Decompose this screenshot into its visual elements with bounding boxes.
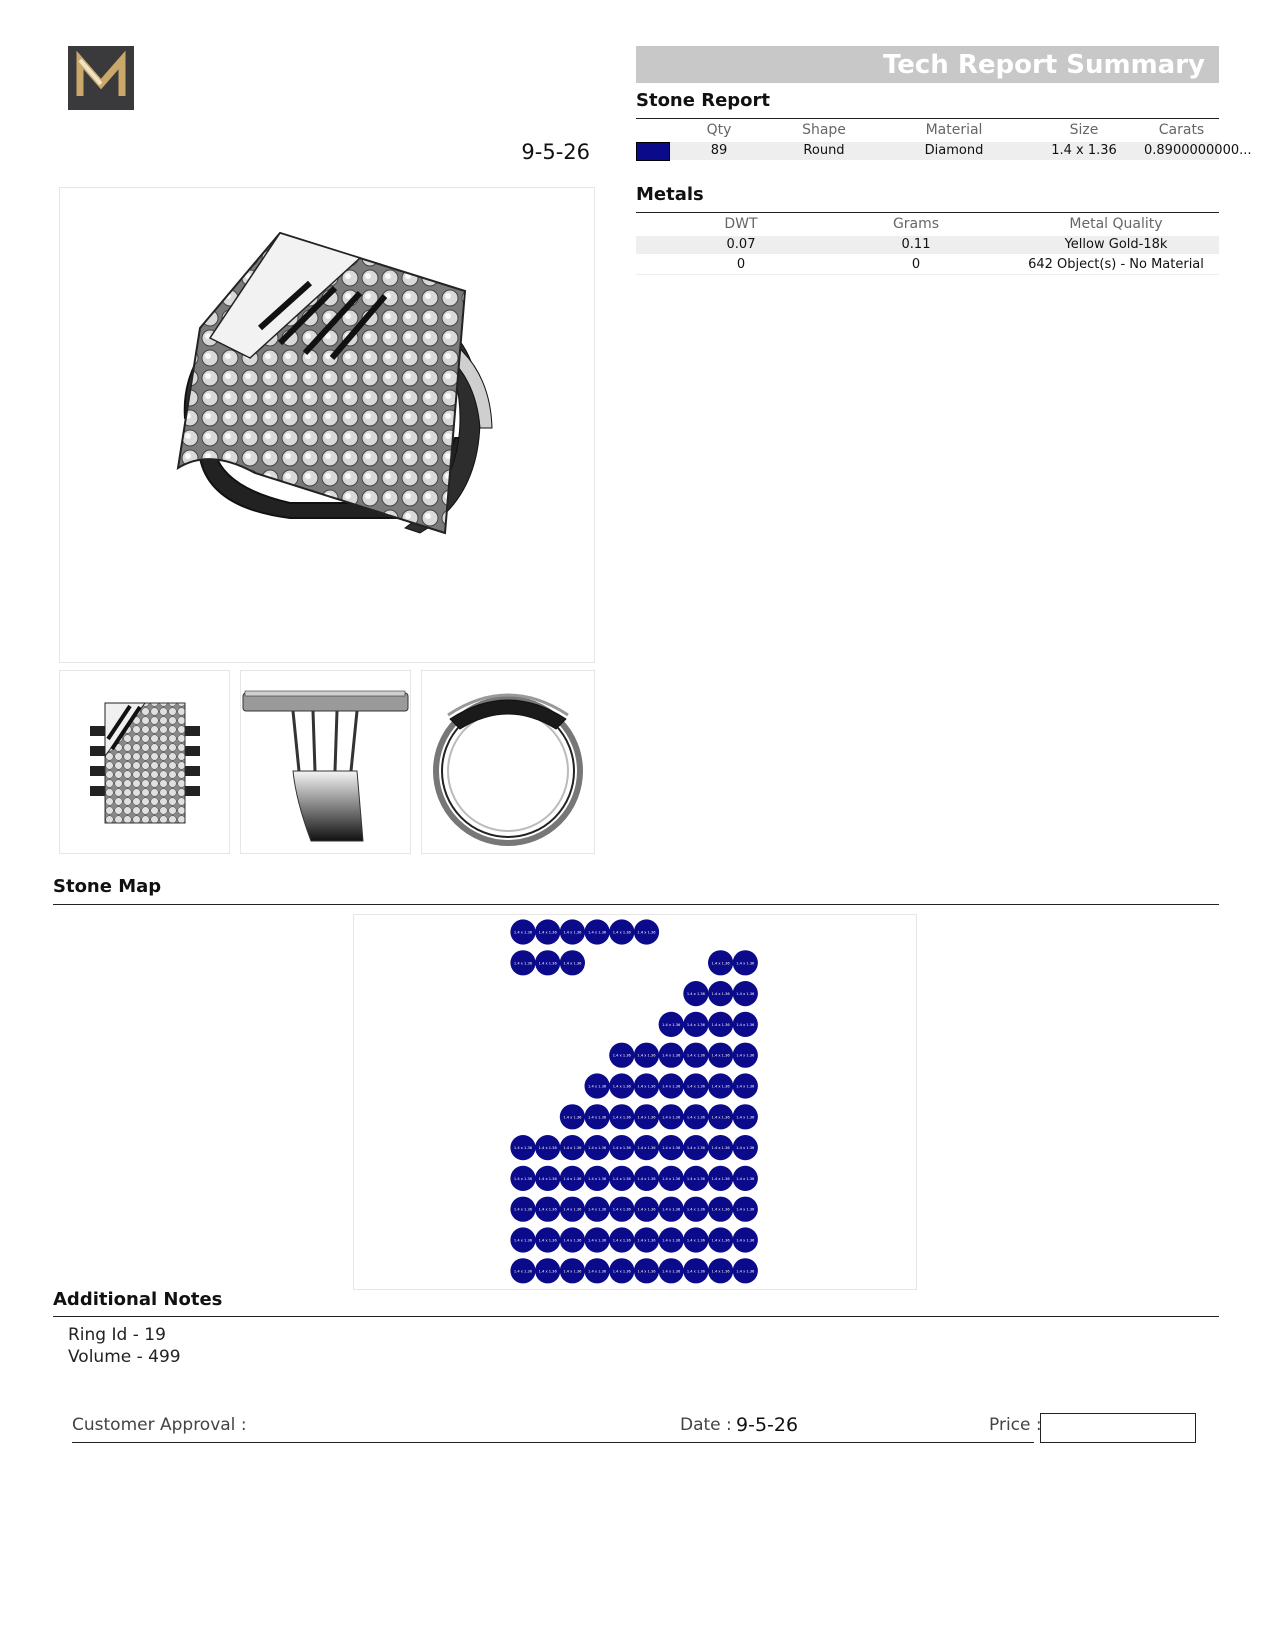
logo-m-icon	[68, 46, 134, 110]
notes-body	[68, 1324, 181, 1368]
ring-main-view	[59, 187, 595, 663]
col-dwt: DWT	[724, 216, 758, 232]
stone-marker	[510, 1227, 535, 1252]
stone-size-label: 1.4 x 1.36	[662, 1207, 681, 1212]
stone-size-label: 1.4 x 1.36	[662, 1022, 681, 1027]
stone-marker	[708, 1043, 733, 1068]
stone-size-label: 1.4 x 1.36	[711, 1084, 730, 1089]
stone-marker	[659, 1104, 684, 1129]
metals-header-row	[636, 216, 1219, 236]
stone-size-label: 1.4 x 1.36	[662, 1115, 681, 1120]
stone-marker	[560, 919, 585, 944]
stone-marker	[708, 1166, 733, 1191]
stone-report-title: Stone Report	[636, 90, 771, 111]
document-date: 9-5-26	[521, 140, 590, 164]
stone-marker	[585, 1197, 610, 1222]
price-field[interactable]	[1040, 1413, 1196, 1443]
table-row	[636, 256, 1219, 275]
stone-marker	[733, 1197, 758, 1222]
metal-dwt: 0	[736, 257, 746, 272]
col-size: Size	[1069, 122, 1099, 138]
stone-size-label: 1.4 x 1.36	[637, 1084, 656, 1089]
stone-size-label: 1.4 x 1.36	[637, 1146, 656, 1151]
stone-map-diagram	[354, 915, 916, 1289]
stone-marker	[733, 1227, 758, 1252]
stone-marker	[659, 1166, 684, 1191]
stone-color-swatch	[636, 142, 670, 161]
stone-marker	[510, 1258, 535, 1283]
stone-size-label: 1.4 x 1.36	[686, 1084, 705, 1089]
stone-marker	[659, 1043, 684, 1068]
stone-size-label: 1.4 x 1.36	[513, 1269, 533, 1274]
stone-marker	[585, 1258, 610, 1283]
stone-size-label: 1.4 x 1.36	[686, 1022, 705, 1027]
stone-size-label: 1.4 x 1.36	[662, 1238, 681, 1243]
stone-size-label: 1.4 x 1.36	[637, 1115, 656, 1120]
stone-marker	[585, 1166, 610, 1191]
report-header-bar	[636, 46, 1219, 83]
stone-marker	[535, 1135, 560, 1160]
stone-size-label: 1.4 x 1.36	[588, 1115, 607, 1120]
date-value: 9-5-26	[736, 1414, 799, 1436]
ring-side-view-image	[241, 671, 410, 853]
stone-marker	[683, 1012, 708, 1037]
stone-size-label: 1.4 x 1.36	[686, 1176, 705, 1181]
stone-size-label: 1.4 x 1.36	[538, 1176, 557, 1181]
stone-size-label: 1.4 x 1.36	[711, 1022, 730, 1027]
stone-marker	[609, 1166, 634, 1191]
stone-size-label: 1.4 x 1.36	[563, 930, 582, 935]
stone-size-label: 1.4 x 1.36	[538, 1207, 557, 1212]
stone-size-label: 1.4 x 1.36	[563, 1115, 582, 1120]
stone-marker	[733, 1104, 758, 1129]
notes-rule	[53, 1316, 1219, 1317]
date-label: Date :	[680, 1415, 732, 1435]
report-title: Tech Report Summary	[882, 50, 1205, 80]
stone-marker	[560, 1166, 585, 1191]
stone-size-label: 1.4 x 1.36	[538, 1269, 557, 1274]
stone-marker	[535, 919, 560, 944]
approval-signature-line	[72, 1442, 1034, 1443]
table-row	[636, 236, 1219, 254]
stone-marker	[708, 1197, 733, 1222]
stone-size-label: 1.4 x 1.36	[637, 1176, 656, 1181]
stone-marker	[683, 1135, 708, 1160]
stone-size-label: 1.4 x 1.36	[637, 1238, 656, 1243]
stone-marker	[733, 950, 758, 975]
stone-marker	[634, 919, 659, 944]
stone-marker	[585, 1135, 610, 1160]
stone-material: Diamond	[924, 143, 984, 158]
stone-size-label: 1.4 x 1.36	[513, 930, 533, 935]
stone-marker	[708, 1135, 733, 1160]
stone-size-label: 1.4 x 1.36	[612, 1053, 631, 1058]
stone-size-label: 1.4 x 1.36	[588, 930, 607, 935]
stone-marker	[585, 919, 610, 944]
stone-marker	[609, 1135, 634, 1160]
stone-marker	[560, 1258, 585, 1283]
stone-marker	[733, 1073, 758, 1098]
stone-marker	[683, 1227, 708, 1252]
stone-marker	[510, 950, 535, 975]
col-shape: Shape	[802, 122, 846, 138]
stone-marker	[609, 1043, 634, 1068]
notes-title: Additional Notes	[53, 1289, 223, 1310]
stone-size-label: 1.4 x 1.36	[612, 1176, 631, 1181]
stone-marker	[510, 919, 535, 944]
stone-size-label: 1.4 x 1.36	[711, 961, 730, 966]
price-value	[1041, 1414, 1195, 1422]
stone-marker	[535, 1258, 560, 1283]
stone-marker	[708, 1258, 733, 1283]
metals-rule	[636, 212, 1219, 213]
stone-size-label: 1.4 x 1.36	[513, 1146, 533, 1151]
stone-size-label: 1.4 x 1.36	[686, 1053, 705, 1058]
stone-size-label: 1.4 x 1.36	[563, 1269, 582, 1274]
stone-size-label: 1.4 x 1.36	[588, 1146, 607, 1151]
stone-report-rule	[636, 118, 1219, 119]
stone-marker	[733, 1166, 758, 1191]
stone-size-label: 1.4 x 1.36	[612, 1207, 631, 1212]
stone-size-label: 1.4 x 1.36	[736, 961, 755, 966]
stone-size-label: 1.4 x 1.36	[538, 1146, 557, 1151]
stone-map-panel	[353, 914, 917, 1290]
stone-size-label: 1.4 x 1.36	[686, 1269, 705, 1274]
stone-marker	[733, 1135, 758, 1160]
stone-marker	[585, 1073, 610, 1098]
col-carats: Carats	[1158, 122, 1205, 138]
metal-quality: 642 Object(s) - No Material	[1028, 257, 1204, 272]
stone-size-label: 1.4 x 1.36	[513, 1207, 533, 1212]
stone-marker	[634, 1166, 659, 1191]
stone-size-label: 1.4 x 1.36	[588, 1207, 607, 1212]
stone-marker	[659, 1135, 684, 1160]
stone-marker	[683, 1043, 708, 1068]
stone-size-label: 1.4 x 1.36	[736, 1269, 755, 1274]
stone-marker	[708, 1227, 733, 1252]
stone-marker	[560, 1197, 585, 1222]
stone-marker	[708, 950, 733, 975]
stone-size-label: 1.4 x 1.36	[563, 961, 582, 966]
stone-carats: 0.8900000000...	[1144, 143, 1252, 158]
ring-top-view	[59, 670, 230, 854]
stone-marker	[634, 1104, 659, 1129]
stone-size-label: 1.4 x 1.36	[612, 1115, 631, 1120]
metal-grams: 0.11	[901, 237, 931, 252]
stone-marker	[634, 1227, 659, 1252]
table-row	[636, 142, 1252, 160]
ring-top-view-image	[60, 671, 229, 853]
stone-size-label: 1.4 x 1.36	[513, 1176, 533, 1181]
stone-size-label: 1.4 x 1.36	[736, 1238, 755, 1243]
stone-marker	[683, 1258, 708, 1283]
stone-marker	[634, 1197, 659, 1222]
stone-marker	[708, 1012, 733, 1037]
stone-size-label: 1.4 x 1.36	[588, 1176, 607, 1181]
stone-qty: 89	[710, 143, 728, 158]
stone-marker	[634, 1258, 659, 1283]
stone-marker	[708, 981, 733, 1006]
stone-size-label: 1.4 x 1.36	[612, 1084, 631, 1089]
stone-marker	[510, 1135, 535, 1160]
stone-marker	[585, 1104, 610, 1129]
stone-size-label: 1.4 x 1.36	[662, 1084, 681, 1089]
stone-size-label: 1.4 x 1.36	[563, 1207, 582, 1212]
stone-marker	[659, 1012, 684, 1037]
stone-size-label: 1.4 x 1.36	[736, 1115, 755, 1120]
stone-size-label: 1.4 x 1.36	[662, 1176, 681, 1181]
stone-size-label: 1.4 x 1.36	[736, 1022, 755, 1027]
stone-size-label: 1.4 x 1.36	[686, 1207, 705, 1212]
stone-marker	[535, 1166, 560, 1191]
stone-size-label: 1.4 x 1.36	[711, 1176, 730, 1181]
stone-size-label: 1.4 x 1.36	[563, 1176, 582, 1181]
stone-marker	[535, 1227, 560, 1252]
stone-size-label: 1.4 x 1.36	[637, 930, 656, 935]
stone-marker	[733, 1258, 758, 1283]
stone-map-rule	[53, 904, 1219, 905]
col-qty: Qty	[706, 122, 732, 138]
metal-grams: 0	[911, 257, 921, 272]
stone-size-label: 1.4 x 1.36	[686, 1146, 705, 1151]
stone-shape: Round	[803, 143, 845, 158]
stone-size-label: 1.4 x 1.36	[686, 1238, 705, 1243]
stone-marker	[535, 950, 560, 975]
stone-marker	[733, 981, 758, 1006]
note-line: Volume - 499	[68, 1347, 181, 1367]
stone-marker	[659, 1227, 684, 1252]
stone-marker	[659, 1197, 684, 1222]
stone-report-header-row	[636, 122, 1219, 142]
stone-size-label: 1.4 x 1.36	[588, 1238, 607, 1243]
stone-size: 1.4 x 1.36	[1051, 143, 1117, 158]
stone-size-label: 1.4 x 1.36	[538, 930, 557, 935]
stone-size-label: 1.4 x 1.36	[711, 992, 730, 997]
stone-size-label: 1.4 x 1.36	[736, 1084, 755, 1089]
stone-size-label: 1.4 x 1.36	[736, 1053, 755, 1058]
price-label: Price :	[989, 1415, 1042, 1435]
stone-marker	[609, 1073, 634, 1098]
col-metal-quality: Metal Quality	[1069, 216, 1163, 232]
stone-marker	[634, 1043, 659, 1068]
metal-quality: Yellow Gold-18k	[1064, 237, 1168, 252]
note-line: Ring Id - 19	[68, 1325, 166, 1345]
stone-size-label: 1.4 x 1.36	[686, 992, 705, 997]
stone-marker	[708, 1104, 733, 1129]
stone-size-label: 1.4 x 1.36	[612, 1146, 631, 1151]
col-grams: Grams	[892, 216, 940, 232]
stone-size-label: 1.4 x 1.36	[612, 1238, 631, 1243]
stone-marker	[683, 1197, 708, 1222]
stone-size-label: 1.4 x 1.36	[711, 1053, 730, 1058]
col-material: Material	[925, 122, 983, 138]
ring-side-view	[240, 670, 411, 854]
stone-marker	[659, 1258, 684, 1283]
stone-marker	[609, 1104, 634, 1129]
stone-marker	[560, 950, 585, 975]
stone-marker	[510, 1166, 535, 1191]
stone-size-label: 1.4 x 1.36	[538, 1238, 557, 1243]
company-logo	[68, 46, 134, 110]
stone-size-label: 1.4 x 1.36	[711, 1146, 730, 1151]
stone-size-label: 1.4 x 1.36	[538, 961, 557, 966]
ring-front-view	[421, 670, 595, 854]
stone-marker	[609, 1258, 634, 1283]
stone-size-label: 1.4 x 1.36	[662, 1146, 681, 1151]
stone-size-label: 1.4 x 1.36	[736, 992, 755, 997]
stone-marker	[733, 1043, 758, 1068]
stone-marker	[609, 1227, 634, 1252]
stone-size-label: 1.4 x 1.36	[637, 1207, 656, 1212]
stone-size-label: 1.4 x 1.36	[513, 1238, 533, 1243]
stone-size-label: 1.4 x 1.36	[662, 1053, 681, 1058]
stone-size-label: 1.4 x 1.36	[711, 1115, 730, 1120]
stone-size-label: 1.4 x 1.36	[588, 1269, 607, 1274]
stone-size-label: 1.4 x 1.36	[563, 1146, 582, 1151]
stone-size-label: 1.4 x 1.36	[736, 1176, 755, 1181]
stone-marker	[510, 1197, 535, 1222]
stone-size-label: 1.4 x 1.36	[686, 1115, 705, 1120]
ring-perspective-image	[60, 188, 594, 662]
stone-marker	[560, 1135, 585, 1160]
stone-marker	[585, 1227, 610, 1252]
stone-marker	[683, 1104, 708, 1129]
stone-marker	[609, 1197, 634, 1222]
stone-size-label: 1.4 x 1.36	[711, 1238, 730, 1243]
stone-marker	[634, 1073, 659, 1098]
stone-size-label: 1.4 x 1.36	[736, 1146, 755, 1151]
stone-map-title: Stone Map	[53, 876, 162, 897]
stone-size-label: 1.4 x 1.36	[736, 1207, 755, 1212]
stone-size-label: 1.4 x 1.36	[637, 1269, 656, 1274]
stone-marker	[560, 1104, 585, 1129]
stone-marker	[659, 1073, 684, 1098]
stone-size-label: 1.4 x 1.36	[637, 1053, 656, 1058]
customer-approval-label: Customer Approval :	[72, 1415, 247, 1435]
stone-marker	[609, 919, 634, 944]
stone-marker	[708, 1073, 733, 1098]
ring-front-view-image	[422, 671, 594, 853]
stone-marker	[683, 1073, 708, 1098]
stone-size-label: 1.4 x 1.36	[662, 1269, 681, 1274]
stone-marker	[535, 1197, 560, 1222]
stone-size-label: 1.4 x 1.36	[513, 961, 533, 966]
stone-size-label: 1.4 x 1.36	[563, 1238, 582, 1243]
metals-title: Metals	[636, 184, 704, 205]
stone-marker	[634, 1135, 659, 1160]
stone-marker	[683, 981, 708, 1006]
metal-dwt: 0.07	[726, 237, 756, 252]
stone-marker	[733, 1012, 758, 1037]
stone-size-label: 1.4 x 1.36	[711, 1269, 730, 1274]
stone-size-label: 1.4 x 1.36	[612, 1269, 631, 1274]
stone-marker	[683, 1166, 708, 1191]
stone-size-label: 1.4 x 1.36	[711, 1207, 730, 1212]
stone-size-label: 1.4 x 1.36	[612, 930, 631, 935]
stone-size-label: 1.4 x 1.36	[588, 1084, 607, 1089]
stone-marker	[560, 1227, 585, 1252]
